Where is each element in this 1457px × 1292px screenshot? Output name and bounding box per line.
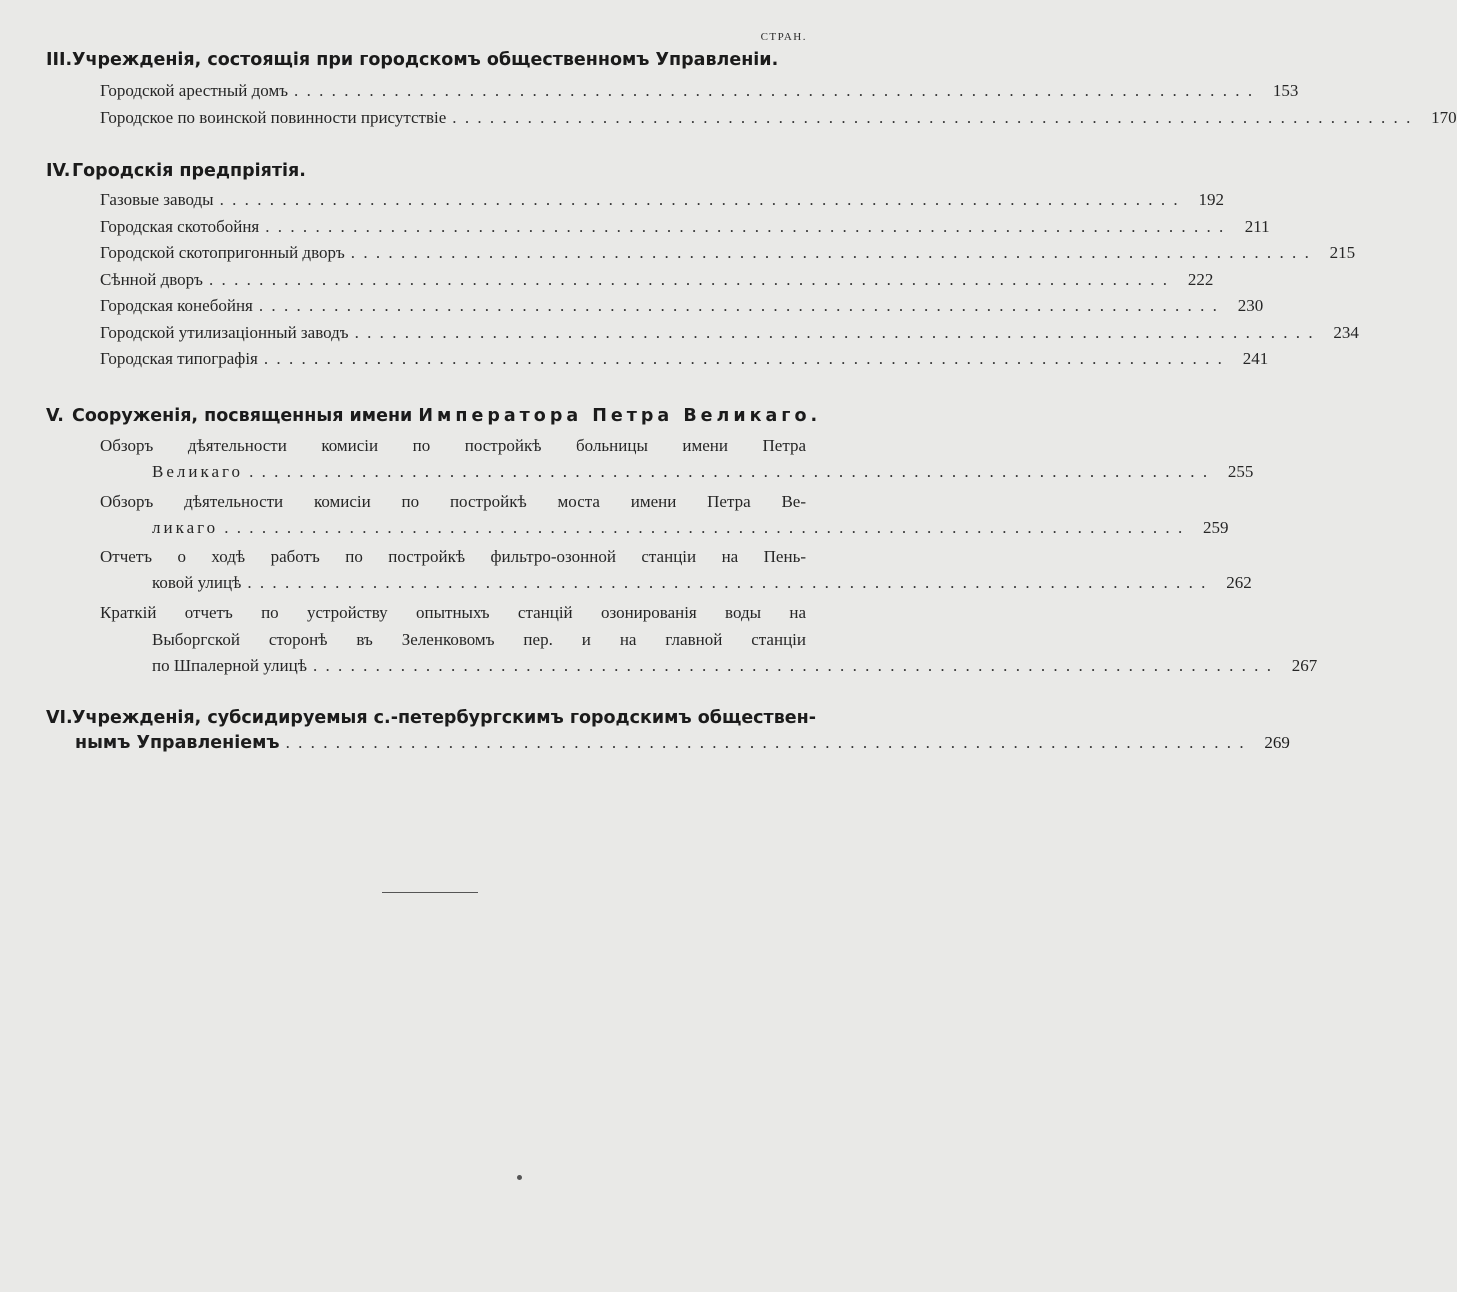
toc-entry[interactable] [100, 187, 1224, 214]
toc-entry[interactable] [100, 346, 1269, 373]
entry-page: 269 [1264, 733, 1290, 752]
paper-speck [517, 1175, 522, 1180]
toc-entry[interactable] [100, 214, 1270, 241]
entry-label: Великаго [152, 462, 244, 481]
dot-leader: ............................................................................. [452, 107, 1419, 127]
entry-label: Сѣнной дворъ [100, 269, 203, 289]
toc-entry[interactable] [100, 599, 1318, 680]
entry-label: ковой улицѣ [152, 573, 242, 592]
page-column-label: СТРАН. [760, 31, 807, 43]
entry-label: Газовые заводы [100, 190, 214, 209]
closing-rule [382, 892, 478, 893]
section-title [46, 159, 806, 183]
dot-leader: ............................................................................. [265, 216, 1232, 236]
entry-label: Городской скотопригонный дворъ [100, 243, 345, 262]
section-title [46, 404, 822, 428]
toc-entry[interactable] [100, 267, 1214, 294]
entry-page: 230 [1237, 296, 1264, 315]
entry-page: 215 [1329, 243, 1356, 262]
entry-page: 255 [1227, 462, 1254, 481]
toc-entry[interactable] [100, 240, 1356, 267]
entry-label: Городской арестный домъ [100, 81, 289, 100]
entry-line: Краткій отчетъ по устройству опытныхъ станцій озонированія воды на [100, 602, 806, 622]
section-title-text: Городскія предпріятія. [72, 161, 306, 181]
dot-leader: ............................................................................. [312, 655, 1280, 675]
dot-leader: ............................................................................. [219, 190, 1186, 209]
entry-label: Городская конебойня [100, 296, 253, 315]
section-v [46, 404, 1318, 679]
entry-page: 262 [1226, 573, 1252, 592]
entry-label: Городское по воинской повинности присутствіе [100, 107, 447, 127]
entry-page: 259 [1203, 517, 1229, 537]
dot-leader: ............................................................................. [249, 462, 1216, 481]
entry-label: Городская скотобойня [100, 216, 260, 236]
dot-leader: ............................................................................. [285, 733, 1252, 752]
toc-entry[interactable] [100, 320, 1359, 347]
entry-page: 267 [1291, 655, 1318, 675]
entry-line: Выборгской сторонѣ въ Зеленковомъ пер. и на главной станціи [152, 629, 806, 649]
entry-line: Обзоръ дѣятельности комисіи по постройкѣ больницы имени Петра [100, 436, 806, 455]
section-iii [46, 48, 1457, 131]
entry-list [100, 432, 1318, 679]
section-number: V. [46, 406, 64, 426]
section-title-text: Учрежденія, субсидируемыя с.-петербургскимъ городскимъ обществен- [72, 708, 816, 728]
entry-page: 192 [1198, 190, 1224, 209]
dot-leader: ............................................................................. [224, 517, 1191, 537]
entry-page: 222 [1187, 269, 1214, 289]
entry-label: Городская типографія [100, 349, 258, 368]
dot-leader: ............................................................................. [294, 81, 1261, 100]
toc-entry[interactable] [100, 105, 1457, 132]
entry-page: 170 [1431, 107, 1457, 127]
section-title-continuation: нымъ Управленіемъ [75, 733, 280, 753]
section-title-emperor: Императора Петра Великаго. [418, 406, 822, 426]
toc-entry[interactable] [100, 78, 1299, 105]
dot-leader: ............................................................................. [263, 349, 1231, 368]
entry-label: ликаго [152, 517, 219, 537]
entry-page: 234 [1333, 322, 1359, 342]
entry-label: Городской утилизаціонный заводъ [100, 322, 349, 342]
section-number: VI. [46, 708, 73, 728]
entry-page: 241 [1242, 349, 1269, 368]
section-title-text: Учрежденія, состоящія при городскомъ общественномъ Управленіи. [72, 50, 779, 70]
dot-leader: ............................................................................. [350, 243, 1318, 262]
entry-page: 211 [1244, 216, 1270, 236]
toc-entry[interactable] [100, 432, 1254, 486]
toc-entry[interactable] [100, 293, 1264, 320]
entry-line: Обзоръ дѣятельности комисіи по постройкѣ моста имени Петра Ве- [100, 491, 806, 511]
section-iv [46, 159, 1359, 373]
dot-leader: ............................................................................. [208, 269, 1176, 289]
section-title [46, 706, 816, 730]
section-number: III. [46, 50, 73, 70]
entry-line: Отчетъ о ходѣ работъ по постройкѣ фильтро-озонной станціи на Пень- [100, 547, 806, 566]
entry-label: по Шпалерной улицѣ [152, 655, 307, 675]
entry-page: 153 [1272, 81, 1299, 100]
dot-leader: ............................................................................. [247, 573, 1214, 592]
section-title-text: Сооруженія, посвященныя имени [72, 406, 413, 426]
dot-leader: ............................................................................. [258, 296, 1226, 315]
dot-leader: ............................................................................. [354, 322, 1321, 342]
section-number: IV. [46, 161, 71, 181]
toc-entry[interactable] [100, 488, 1229, 542]
toc-entry[interactable] [100, 543, 1252, 597]
section-vi[interactable] [46, 706, 1290, 756]
section-title [46, 48, 806, 72]
entry-list [100, 78, 1457, 131]
entry-list [100, 187, 1359, 373]
